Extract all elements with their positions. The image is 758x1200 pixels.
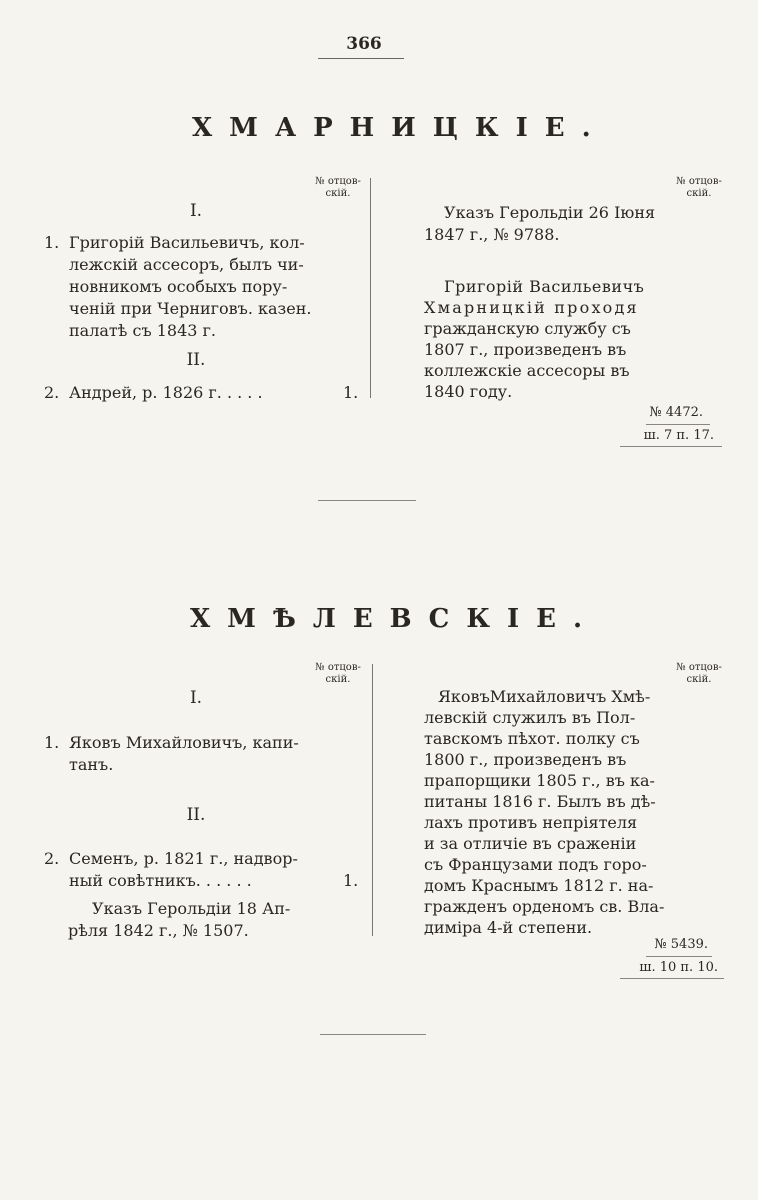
family-title: ХМАРНИЦКІЕ. xyxy=(192,113,608,143)
generation-label: II. xyxy=(186,805,206,825)
genealogy-entry xyxy=(44,382,364,406)
entry-line: Яковъ Михайловичъ, капи- xyxy=(69,733,299,752)
record-rule xyxy=(620,446,722,447)
column-header-right xyxy=(664,662,734,686)
paragraph-line: коллежскіе ассесоры въ xyxy=(424,361,630,380)
paragraph-line: питаны 1816 г. Былъ въ дѣ- xyxy=(424,792,656,811)
entry-line: Григорій Васильевичъ, кол- xyxy=(69,233,305,252)
paragraph-line: ЯковъМихайловичъ Хмѣ- xyxy=(438,687,651,706)
paragraph-line: гражденъ орденомъ св. Вла- xyxy=(424,897,665,916)
entry-number: 2. xyxy=(44,849,60,868)
column-header-left-text: № отцов- скій. xyxy=(315,662,361,685)
decree-line: рѣля 1842 г., № 1507. xyxy=(68,921,249,940)
column-header-left xyxy=(303,176,373,200)
paragraph-line: прапорщики 1805 г., въ ка- xyxy=(424,771,655,790)
entry-number: 2. xyxy=(44,383,60,402)
entry-text: Андрей, р. 1826 г. . . . . xyxy=(69,383,263,402)
generation-label: II. xyxy=(186,350,206,370)
record-sheet: ш. 7 п. 17. xyxy=(643,428,714,443)
paragraph-line: Григорій Васильевичъ xyxy=(444,277,645,296)
service-paragraph xyxy=(424,686,708,938)
generation-label: I. xyxy=(189,201,203,221)
decree-line: Указъ Герольдіи 18 Ап- xyxy=(92,899,291,918)
entry-number: 1. xyxy=(44,733,60,752)
column-header-left-text: № отцов- скій. xyxy=(315,176,361,199)
paragraph-line: 1840 году. xyxy=(424,382,513,401)
column-divider-left xyxy=(370,178,371,398)
entry-text xyxy=(69,848,298,892)
section-divider xyxy=(320,1034,426,1035)
paragraph-line: Хмарницкій проходя xyxy=(424,298,639,317)
generation-label: I. xyxy=(189,688,203,708)
entry-line: палатѣ съ 1843 г. xyxy=(69,321,216,340)
paragraph-line: тавскомъ пѣхот. полку съ xyxy=(424,729,640,748)
genealogy-entry xyxy=(44,848,374,894)
paragraph-line: 1807 г., произведенъ въ xyxy=(424,340,627,359)
decree-text xyxy=(424,202,704,246)
father-ref: 1. xyxy=(343,383,359,402)
column-header-right-text: № отцов- скій. xyxy=(676,176,722,199)
paragraph-line: домъ Краснымъ 1812 г. на- xyxy=(424,876,654,895)
father-ref: 1. xyxy=(343,871,359,890)
record-rule xyxy=(646,424,710,425)
entry-text xyxy=(69,732,299,776)
paragraph-line: съ Французами подъ горо- xyxy=(424,855,647,874)
column-divider-left xyxy=(372,664,373,936)
entry-line: ченій при Черниговъ. казен. xyxy=(69,299,312,318)
family-title: ХМѢЛЕВСКІЕ. xyxy=(190,604,600,634)
decree-line: Указъ Герольдіи 26 Іюня xyxy=(444,203,656,222)
record-rule xyxy=(646,956,712,957)
section-divider xyxy=(318,500,416,501)
entry-line: лежскій ассесоръ, былъ чи- xyxy=(69,255,304,274)
record-number: № 5439. xyxy=(654,937,708,952)
record-number: № 4472. xyxy=(649,405,703,420)
page-number-rule xyxy=(318,58,404,59)
entry-text xyxy=(69,232,312,342)
entry-number: 1. xyxy=(44,233,60,252)
column-header-left xyxy=(303,662,373,686)
record-rule xyxy=(620,978,724,979)
decree-line: 1847 г., № 9788. xyxy=(424,225,560,244)
paragraph-line: гражданскую службу съ xyxy=(424,319,631,338)
paragraph-line: лахъ противъ непріятеля xyxy=(424,813,638,832)
page-number: 366 xyxy=(346,34,382,54)
genealogy-entry xyxy=(44,732,364,778)
column-header-right xyxy=(664,176,734,200)
paragraph-line: и за отличіе въ сраженіи xyxy=(424,834,637,853)
entry-line: ный совѣтникъ. . . . . . xyxy=(69,871,252,890)
entry-line: новникомъ особыхъ пору- xyxy=(69,277,288,296)
genealogy-entry xyxy=(44,232,364,347)
entry-line: Семенъ, р. 1821 г., надвор- xyxy=(69,849,298,868)
decree-text xyxy=(68,898,368,942)
service-paragraph xyxy=(424,276,700,402)
paragraph-line: диміра 4-й степени. xyxy=(424,918,593,937)
paragraph-line: 1800 г., произведенъ въ xyxy=(424,750,627,769)
paragraph-line: левскій служилъ въ Пол- xyxy=(424,708,636,727)
column-header-right-text: № отцов- скій. xyxy=(676,662,722,685)
entry-line: танъ. xyxy=(69,755,114,774)
record-sheet: ш. 10 п. 10. xyxy=(639,960,718,975)
